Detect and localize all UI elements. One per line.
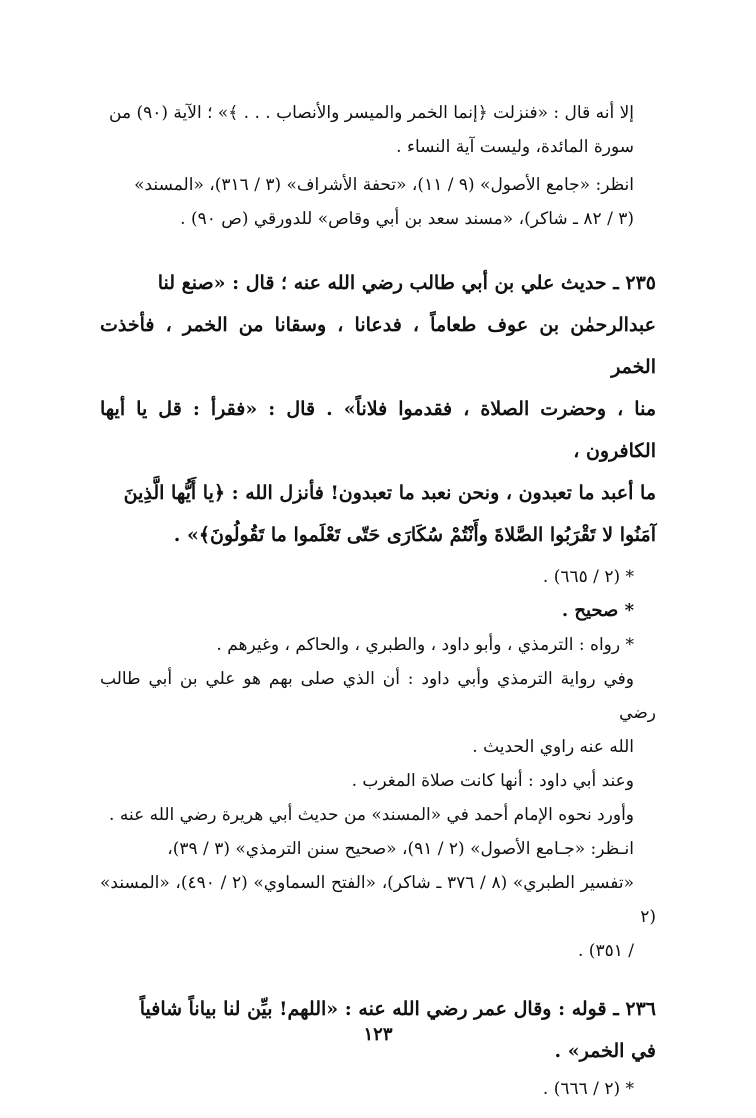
commentary-line: إلا أنه قال : «فنزلت ﴿إنما الخمر والميسر والأنصاب . . . ﴾» ؛ الآية (٩٠) من (109, 103, 634, 123)
references-paragraph (100, 168, 656, 236)
hadith-line: ٢٣٦ ـ قوله : وقال عمر رضي الله عنه : «اللهم! بيِّن لنا بياناً شافياً (139, 998, 656, 1020)
hadith-line: ما أعبد ما تعبدون ، ونحن نعبد ما تعبدون! فأنزل الله : ﴿يا أَيُّها الَّذِينَ (123, 482, 656, 504)
hadith-235-grade: * صحيح . (561, 600, 634, 621)
tirmidhi-note (100, 662, 656, 764)
hadith-235-reference: * (٢ / ٦٦٥) . (542, 567, 634, 587)
reference-line: انـظر: «جـامع الأصول» (٢ / ٩١)، «صحيح سنن الترمذي» (٣ / ٣٩)، (167, 839, 634, 859)
reference-line: (٣ / ٨٢ ـ شاكر)، «مسند سعد بن أبي وقاص» للدورقي (ص ٩٠) . (180, 209, 634, 229)
note-line: الله عنه راوي الحديث . (472, 737, 634, 757)
hadith-line: في الخمر» . (554, 1040, 656, 1062)
commentary-paragraph (100, 96, 656, 164)
hadith-235-narrators: * رواه : الترمذي ، وأبو داود ، والطبري ، والحاكم ، وغيرهم . (216, 635, 634, 655)
abudawud-note: وعند أبي داود : أنها كانت صلاة المغرب . (351, 771, 634, 791)
hadith-236-reference: * (٢ / ٦٦٦) . (542, 1079, 634, 1099)
reference-line: انظر: «جامع الأصول» (٩ / ١١)، «تحفة الأشراف» (٣ / ٣١٦)، «المسند» (134, 175, 634, 195)
page-number: ١٢٣ (363, 1024, 393, 1045)
hadith-line: آمَنُوا لا تَقْرَبُوا الصَّلاةَ وأَنْتُمْ سُكَارَى حَتّى تَعْلَموا ما تَقُولُونَ﴾» . (173, 524, 656, 546)
hadith-line: عبدالرحمٰن بن عوف طعاماً ، فدعانا ، وسقانا من الخمر ، فأخذت الخمر (100, 314, 656, 378)
note-line: وفي رواية الترمذي وأبي داود : أن الذي صلى بهم هو علي بن أبي طالب رضي (100, 669, 656, 723)
reference-line: / ٣٥١) . (578, 941, 634, 961)
commentary-line: سورة المائدة، وليست آية النساء . (396, 137, 634, 157)
reference-line: «تفسير الطبري» (٨ / ٣٧٦ ـ شاكر)، «الفتح السماوي» (٢ / ٤٩٠)، «المسند» (٢ (100, 873, 656, 927)
references-paragraph (100, 832, 656, 968)
page-body (100, 96, 656, 1106)
ahmad-note: وأورد نحوه الإمام أحمد في «المسند» من حديث أبي هريرة رضي الله عنه . (109, 805, 634, 825)
hadith-line: ٢٣٥ ـ حديث علي بن أبي طالب رضي الله عنه ؛ قال : «صنع لنا (157, 272, 656, 294)
hadith-235-text (100, 262, 656, 556)
hadith-line: منا ، وحضرت الصلاة ، فقدموا فلاناً» . قال : «فقرأ : قل يا أيها الكافرون ، (100, 398, 656, 462)
